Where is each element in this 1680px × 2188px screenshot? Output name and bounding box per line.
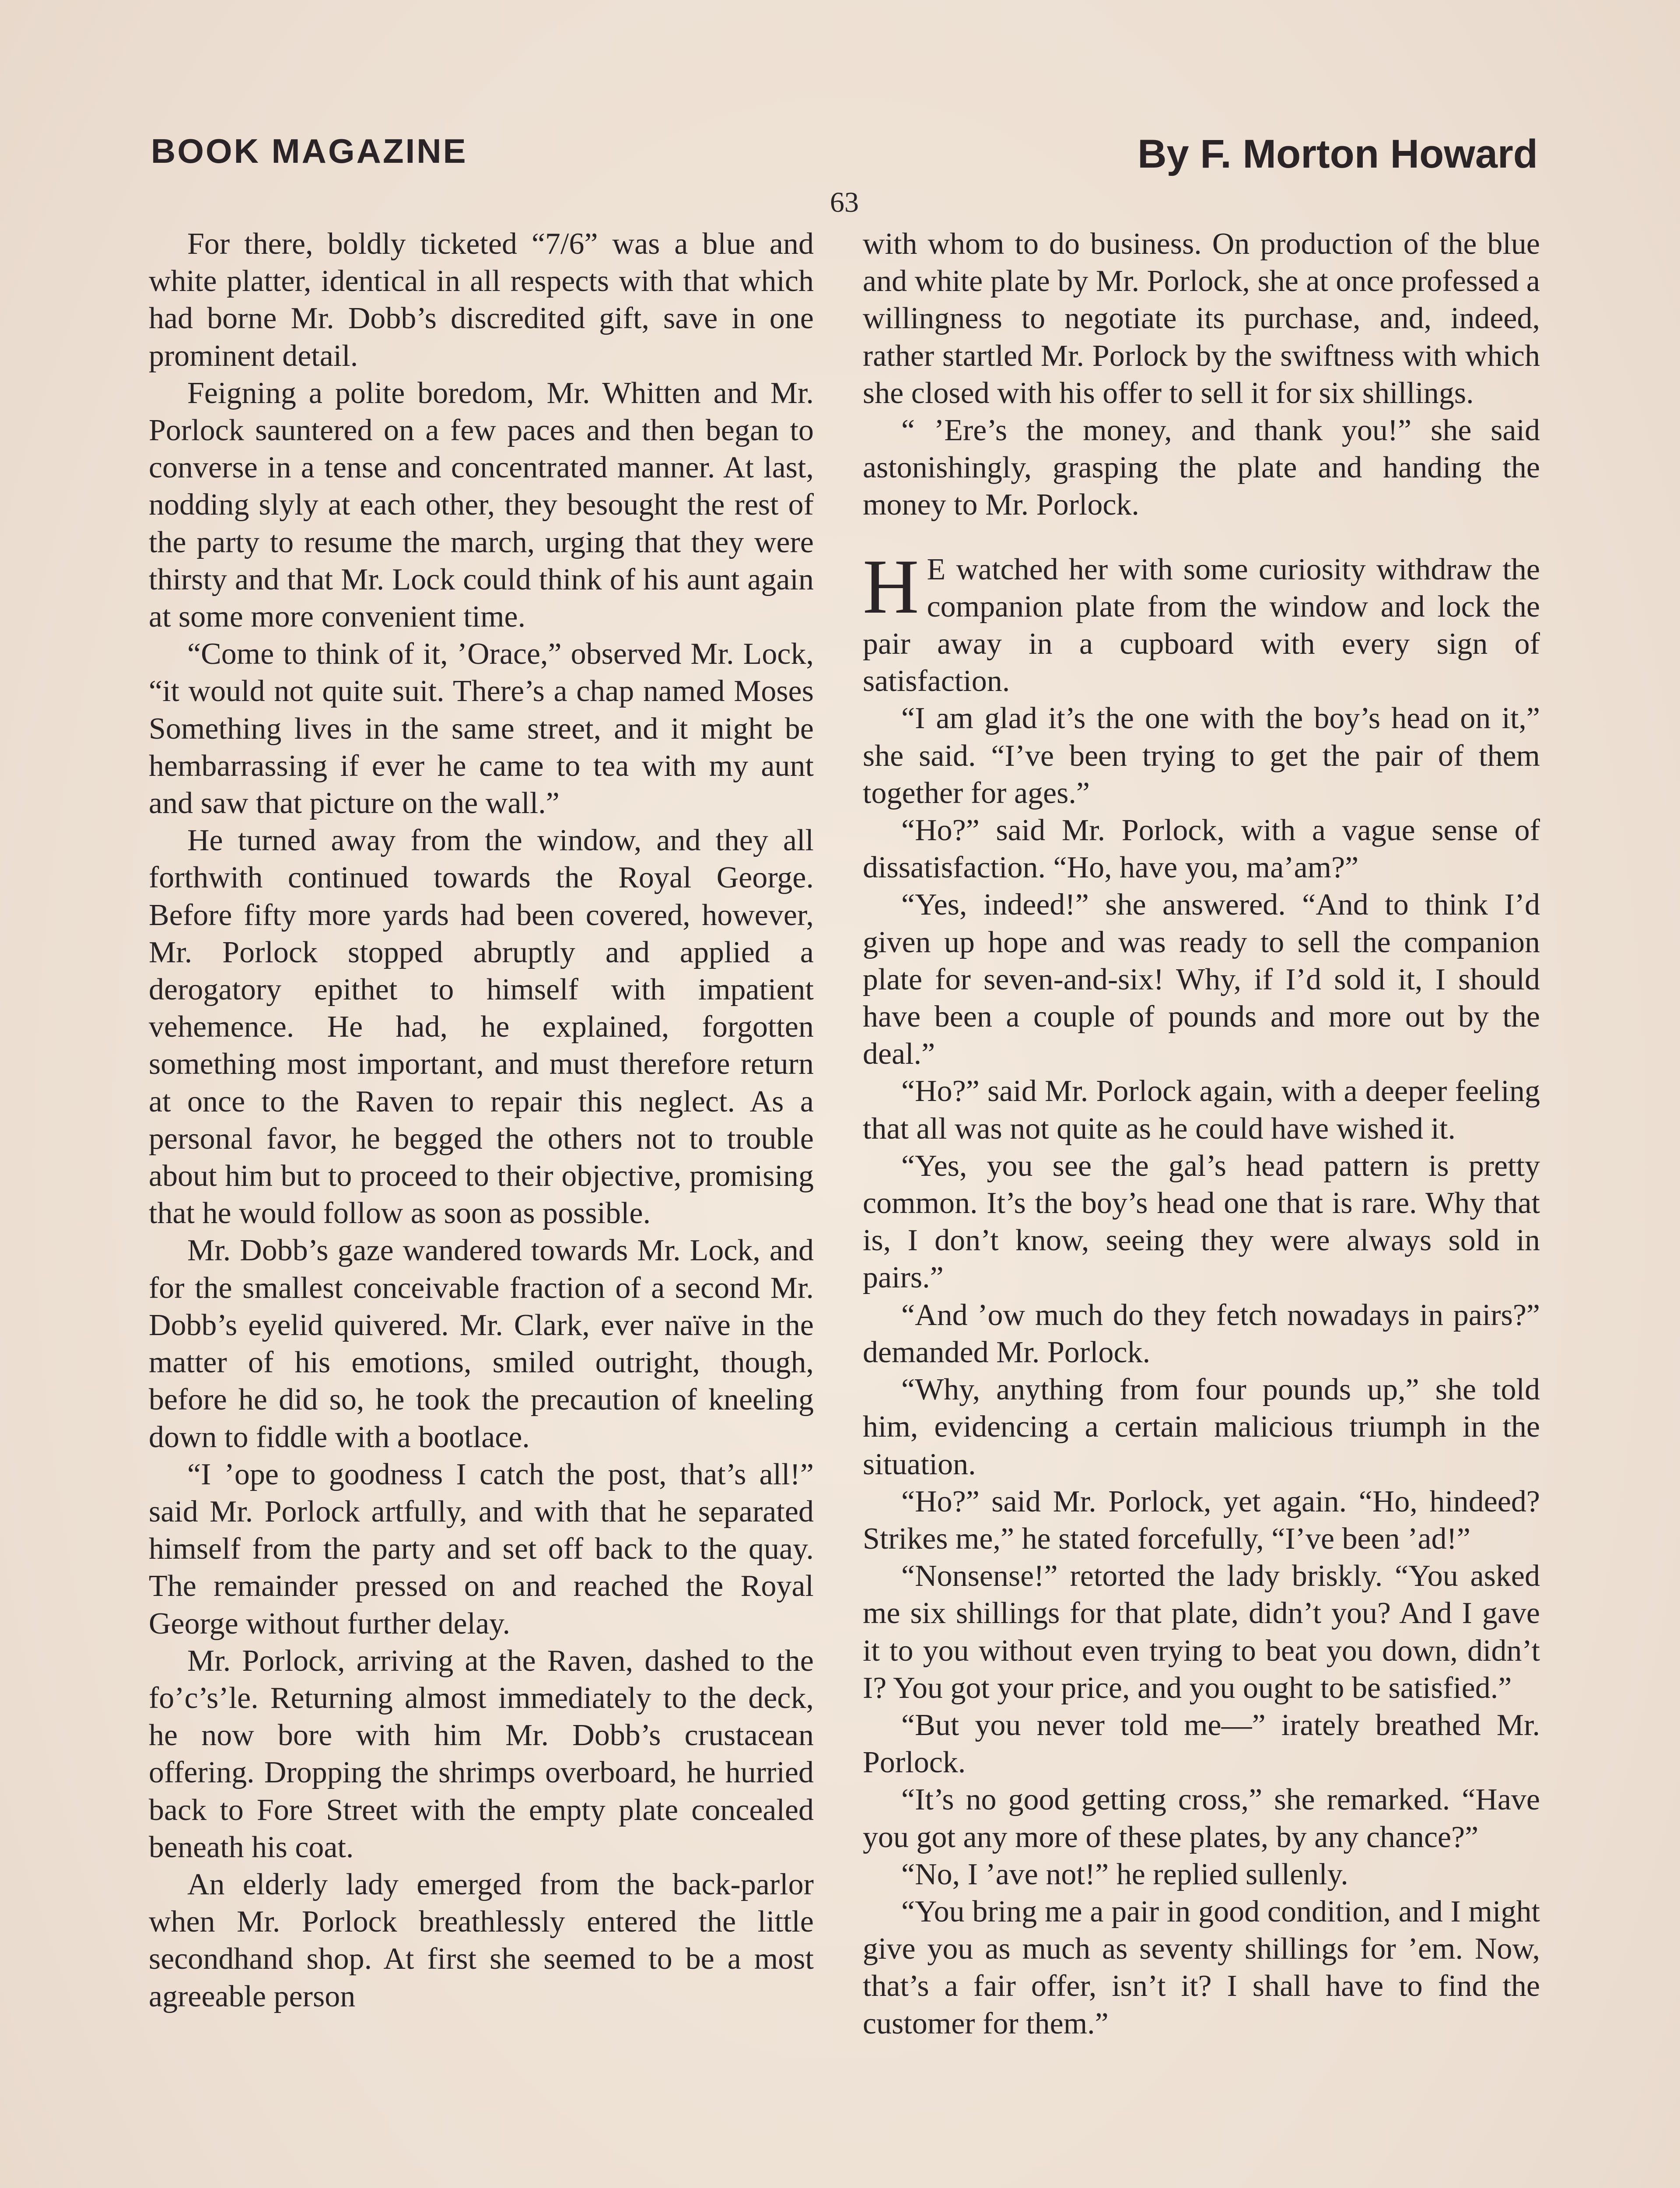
paragraph: “I ’ope to goodness I catch the post, that’s all!” said Mr. Porlock artfully, and with that he separated himself from the party and set off back to the quay. The remainder pressed on and reached the Royal George without further delay.	[149, 1457, 814, 1641]
paragraph: “And ’ow much do they fetch nowadays in pairs?” demanded Mr. Porlock.	[863, 1298, 1540, 1369]
paragraph: “Ho?” said Mr. Porlock, yet again. “Ho, hindeed? Strikes me,” he stated forcefully, “I’ve been ’ad!”	[863, 1484, 1540, 1556]
left-text-column	[149, 225, 814, 2015]
paragraph: “Nonsense!” retorted the lady briskly. “You asked me six shillings for that plate, didn’t you? And I gave it to you without even trying to beat you down, didn’t I? You got your price, and you ought to be satisfied.”	[863, 1559, 1540, 1705]
paragraph: Mr. Porlock, arriving at the Raven, dashed to the fo’c’s’le. Returning almost immediately to the deck, he now bore with him Mr. Dobb’s crustacean offering. Dropping the shrimps overboard, he hurried back to Fore Street with the empty plate concealed beneath his coat.	[149, 1644, 814, 1864]
paragraph: Mr. Dobb’s gaze wandered towards Mr. Lock, and for the smallest conceivable fraction of a second Mr. Dobb’s eyelid quivered. Mr. Clark, ever naïve in the matter of his emotions, smiled outright, though, before he did so, he took the precaution of kneeling down to fiddle with a bootlace.	[149, 1234, 814, 1454]
paragraph-continued: with whom to do business. On production of the blue and white plate by Mr. Porlock, she at once professed a willingness to negotiate its purchase, and, indeed, rather startled Mr. Porlock by the swiftness with which she closed with his offer to sell it for six shillings.	[863, 227, 1540, 410]
paragraph: “Yes, you see the gal’s head pattern is pretty common. It’s the boy’s head one that is rare. Why that is, I don’t know, seeing they were always sold in pairs.”	[863, 1149, 1540, 1295]
running-head-magazine-title: BOOK MAGAZINE	[151, 132, 468, 170]
paragraph: “It’s no good getting cross,” she remarked. “Have you got any more of these plates, by any chance?”	[863, 1783, 1540, 1854]
right-text-column	[863, 225, 1540, 2042]
paragraph: “Come to think of it, ’Orace,” observed Mr. Lock, “it would not quite suit. There’s a chap named Moses Something lives in the same street, and it might be hembarrassing if ever he came to tea with my aunt and saw that picture on the wall.”	[149, 637, 814, 820]
drop-cap-letter: H	[863, 543, 919, 630]
paragraph: “But you never told me—” irately breathed Mr. Porlock.	[863, 1708, 1540, 1780]
paragraph: For there, boldly ticketed “7/6” was a blue and white platter, identical in all respects with that which had borne Mr. Dobb’s discredited gift, save in one prominent detail.	[149, 227, 814, 373]
paragraph: “Yes, indeed!” she answered. “And to think I’d given up hope and was ready to sell the companion plate for seven-and-six! Why, if I’d sold it, I should have been a couple of pounds and more out by the deal.”	[863, 888, 1540, 1071]
paragraph: “I am glad it’s the one with the boy’s head on it,” she said. “I’ve been trying to get the pair of them together for ages.”	[863, 701, 1540, 810]
paragraph: Feigning a polite boredom, Mr. Whitten and Mr. Porlock sauntered on a few paces and then began to converse in a tense and concentrated manner. At last, nodding slyly at each other, they besought the rest of the party to resume the march, urging that they were thirsty and that Mr. Lock could think of his aunt again at some more convenient time.	[149, 376, 814, 634]
paragraph: An elderly lady emerged from the back-parlor when Mr. Porlock breathlessly entered the little secondhand shop. At first she seemed to be a most agreeable person	[149, 1867, 814, 2013]
running-head-author: By F. Morton Howard	[1138, 132, 1538, 176]
section-opening-text: E watched her with some curiosity withdraw the companion plate from the window and lock the pair away in a cupboard with every sign of satisfaction.	[863, 552, 1540, 698]
paragraph: “No, I ’ave not!” he replied sullenly.	[901, 1857, 1348, 1891]
section-opening-paragraph	[863, 543, 1540, 700]
paragraph: “You bring me a pair in good condition, and I might give you as much as seventy shillings for ’em. Now, that’s a fair offer, isn’t it? I shall have to find the customer for them.”	[863, 1894, 1540, 2041]
page-number: 63	[830, 186, 859, 218]
paragraph: “Ho?” said Mr. Porlock, with a vague sense of dissatisfaction. “Ho, have you, ma’am?”	[863, 813, 1540, 885]
paragraph: “Ho?” said Mr. Porlock again, with a deeper feeling that all was not quite as he could have wished it.	[863, 1074, 1540, 1146]
paragraph: He turned away from the window, and they all forthwith continued towards the Royal George. Before fifty more yards had been covered, however, Mr. Porlock stopped abruptly and applied a derogatory epithet to himself with impatient vehemence. He had, he explained, forgotten something most important, and must therefore return at once to the Raven to repair this neglect. As a personal favor, he begged the others not to trouble about him but to proceed to their objective, promising that he would follow as soon as possible.	[149, 824, 814, 1231]
paragraph: “Why, anything from four pounds up,” she told him, evidencing a certain malicious triumph in the situation.	[863, 1373, 1540, 1481]
paragraph: “ ’Ere’s the money, and thank you!” she said astonishingly, grasping the plate and handing the money to Mr. Porlock.	[863, 414, 1540, 522]
